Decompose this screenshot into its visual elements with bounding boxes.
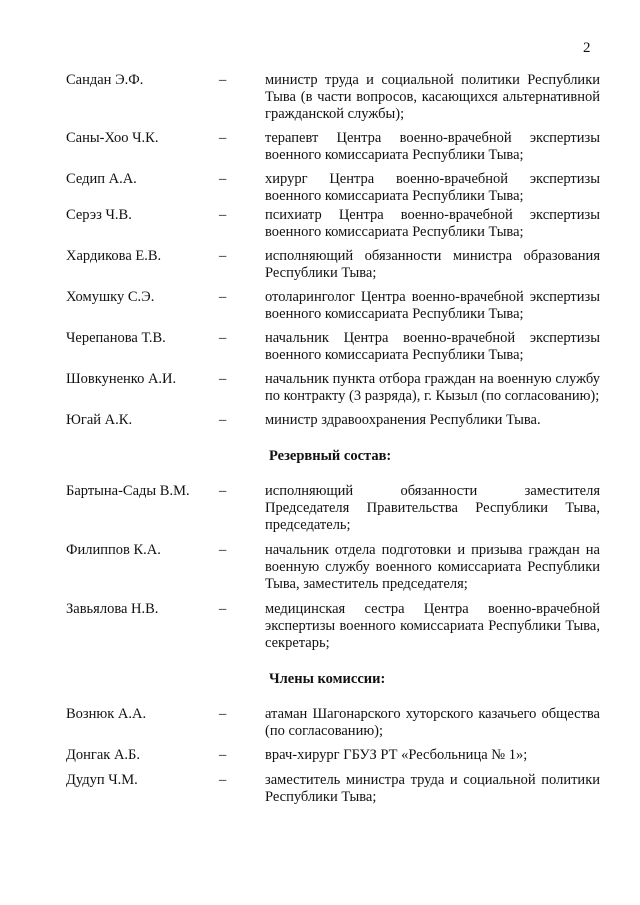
- commission-list: [66, 72, 600, 813]
- dash-separator: –: [219, 248, 227, 264]
- list-item: [66, 207, 600, 241]
- list-item: [66, 72, 600, 123]
- member-name: Сандан Э.Ф.: [66, 72, 144, 88]
- member-position: заместитель министра труда и социальной политики Республики Тыва;: [265, 772, 600, 805]
- list-item: [66, 371, 600, 405]
- member-position: исполняющий обязанности министра образования Республики Тыва;: [265, 248, 600, 281]
- reserve-heading: Резервный состав:: [269, 448, 392, 464]
- page-number: 2: [583, 40, 591, 56]
- dash-separator: –: [219, 330, 227, 346]
- member-name: Седип А.А.: [66, 171, 137, 187]
- dash-separator: –: [219, 747, 227, 763]
- dash-separator: –: [219, 171, 227, 187]
- member-position: исполняющий обязанности заместителя Председателя Правительства Республики Тыва, председатель;: [265, 483, 600, 533]
- member-position: министр здравоохранения Республики Тыва.: [265, 412, 541, 428]
- dash-separator: –: [219, 289, 227, 305]
- member-name: Черепанова Т.В.: [66, 330, 166, 346]
- member-position: начальник пункта отбора граждан на военную службу по контракту (3 разряда), г. Кызыл (по согласованию);: [265, 371, 600, 404]
- members-heading: Члены комиссии:: [269, 671, 386, 687]
- member-position: атаман Шагонарского хуторского казачьего общества (по согласованию);: [265, 706, 600, 739]
- member-position: психиатр Центра военно-врачебной экспертизы военного комиссариата Республики Тыва;: [265, 207, 600, 240]
- member-name: Бартына-Сады В.М.: [66, 483, 190, 499]
- dash-separator: –: [219, 412, 227, 428]
- dash-separator: –: [219, 601, 227, 617]
- dash-separator: –: [219, 371, 227, 387]
- list-item: [66, 248, 600, 282]
- list-item: [66, 542, 600, 593]
- member-name: Шовкуненко А.И.: [66, 371, 177, 387]
- member-name: Завьялова Н.В.: [66, 601, 159, 617]
- member-position: министр труда и социальной политики Республики Тыва (в части вопросов, касающихся альтернативной гражданской службы);: [265, 72, 600, 122]
- list-item: [66, 412, 600, 429]
- list-item: [66, 706, 600, 740]
- dash-separator: –: [219, 706, 227, 722]
- member-position: медицинская сестра Центра военно-врачебной экспертизы военного комиссариата Республики Тыва, секретарь;: [265, 601, 600, 651]
- member-name: Донгак А.Б.: [66, 747, 141, 763]
- list-item: [66, 289, 600, 323]
- list-item: [66, 747, 600, 764]
- dash-separator: –: [219, 483, 227, 499]
- list-item: [66, 130, 600, 164]
- list-item: [66, 330, 600, 364]
- member-name: Хомушку С.Э.: [66, 289, 155, 305]
- member-name: Югай А.К.: [66, 412, 133, 428]
- member-position: терапевт Центра военно-врачебной экспертизы военного комиссариата Республики Тыва;: [265, 130, 600, 163]
- member-position: хирург Центра военно-врачебной экспертизы военного комиссариата Республики Тыва;: [265, 171, 600, 204]
- list-item: [66, 483, 600, 534]
- list-item: [66, 171, 600, 205]
- member-name: Саны-Хоо Ч.К.: [66, 130, 159, 146]
- member-position: начальник отдела подготовки и призыва граждан на военную службу военного комиссариата Республики Тыва, заместитель председателя;: [265, 542, 600, 592]
- dash-separator: –: [219, 542, 227, 558]
- dash-separator: –: [219, 207, 227, 223]
- member-name: Вознюк А.А.: [66, 706, 147, 722]
- list-item: [66, 601, 600, 652]
- dash-separator: –: [219, 72, 227, 88]
- member-position: начальник Центра военно-врачебной экспертизы военного комиссариата Республики Тыва;: [265, 330, 600, 363]
- list-item: [66, 772, 600, 806]
- member-name: Дудуп Ч.М.: [66, 772, 138, 788]
- dash-separator: –: [219, 772, 227, 788]
- member-name: Филиппов К.А.: [66, 542, 161, 558]
- dash-separator: –: [219, 130, 227, 146]
- member-position: врач-хирург ГБУЗ РТ «Ресбольница № 1»;: [265, 747, 528, 763]
- member-name: Серэз Ч.В.: [66, 207, 132, 223]
- member-position: отоларинголог Центра военно-врачебной экспертизы военного комиссариата Республики Тыва;: [265, 289, 600, 322]
- member-name: Хардикова Е.В.: [66, 248, 162, 264]
